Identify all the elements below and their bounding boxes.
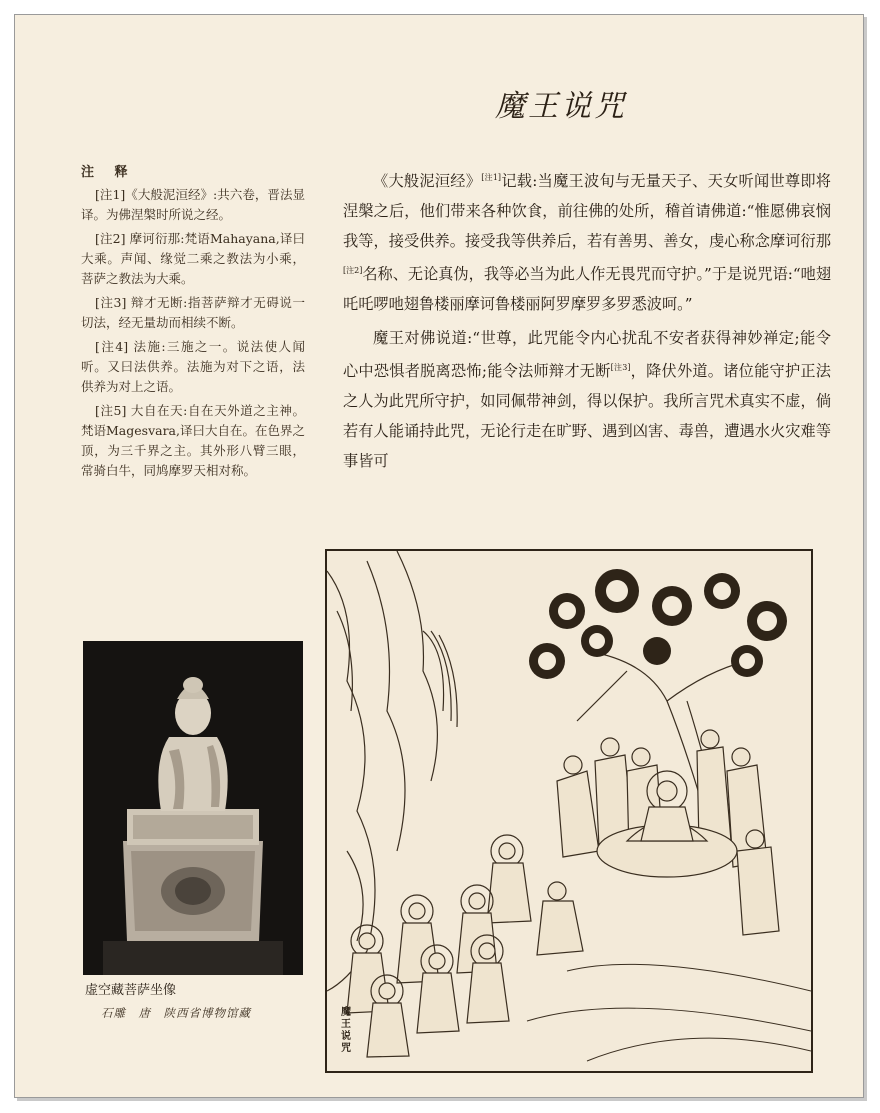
photo-caption: 虚空藏菩萨坐像	[85, 983, 177, 998]
bodhisattva-statue-image	[83, 641, 303, 975]
paragraph-1	[343, 163, 831, 319]
note-2: [注2] 摩诃衍那:梵语Mahayana,译曰大乘。声闻、缘觉二乘之教法为小乘，菩萨之教法为大乘。	[81, 231, 305, 286]
page-frame	[14, 14, 864, 1098]
paragraph-1-end: 名称、无论真伪，我等必当为此人作无畏咒而守护。”于是说咒语:“吔翅吒吒啰吔翅鲁楼丽摩诃鲁楼丽阿罗摩罗多罗悉波呵。”	[343, 265, 832, 314]
page-title: 魔王说咒	[495, 89, 627, 124]
demon-king-scene-drawing	[327, 551, 811, 1071]
footnote-ref-2: [注2]	[343, 266, 363, 276]
paragraph-2-end: ，降伏外道。诸位能守护正法之人为此咒所守护，如同佩带神剑，得以保护。我所言咒术真实不虚，倘若有人能诵持此咒，无论行走在旷野、遇到凶害、毒兽，遭遇水火灾难等事皆可	[343, 362, 831, 471]
paragraph-2-start: 魔王对佛说道:“世尊，此咒能令内心扰乱不安者获得神妙禅定;能令心中恐惧者脱离恐怖;能令法师辩才无断	[343, 329, 831, 381]
illustration-label: 魔王说咒	[341, 1007, 351, 1054]
notes-heading: 注 释	[81, 165, 136, 180]
footnote-ref-1: [注1]	[481, 173, 502, 182]
footnote-ref-3: [注3]	[610, 363, 631, 373]
note-5: [注5] 大自在天:自在天外道之主神。梵语Magesvara,译曰大自在。在色界之顶，为三千界之主。其外形八臂三眼，常骑白牛，同鸠摩罗天相对称。	[81, 403, 305, 478]
note-4: [注4] 法施:三施之一。说法使人闻听。又曰法供养。法施为对下之语，法供养为对上之语。	[81, 339, 305, 394]
notes-column	[81, 163, 305, 485]
photo-subcaption: 石雕 唐 陕西省博物馆藏	[101, 1006, 251, 1020]
note-3: [注3] 辩才无断:指菩萨辩才无碍说一切法，经无量劫而相续不断。	[81, 295, 305, 330]
paragraph-1-middle: 记载:当魔王波旬与无量天子、天女听闻世尊即将涅槃之后，他们带来各种饮食，前往佛的处所，稽首请佛道:“惟愿佛哀悯我等，接受供养。接受我等供养后，若有善男、善女，虔心称念摩诃衍那	[343, 172, 831, 251]
note-1: [注1]《大般泥洹经》:共六卷，晋法显译。为佛涅槃时所说之经。	[81, 187, 305, 222]
main-text	[343, 163, 831, 480]
statue-photo	[83, 641, 303, 975]
paragraph-2	[343, 323, 831, 476]
paragraph-1-start: 《大般泥洹经》	[373, 172, 482, 191]
woodblock-illustration	[325, 549, 813, 1073]
